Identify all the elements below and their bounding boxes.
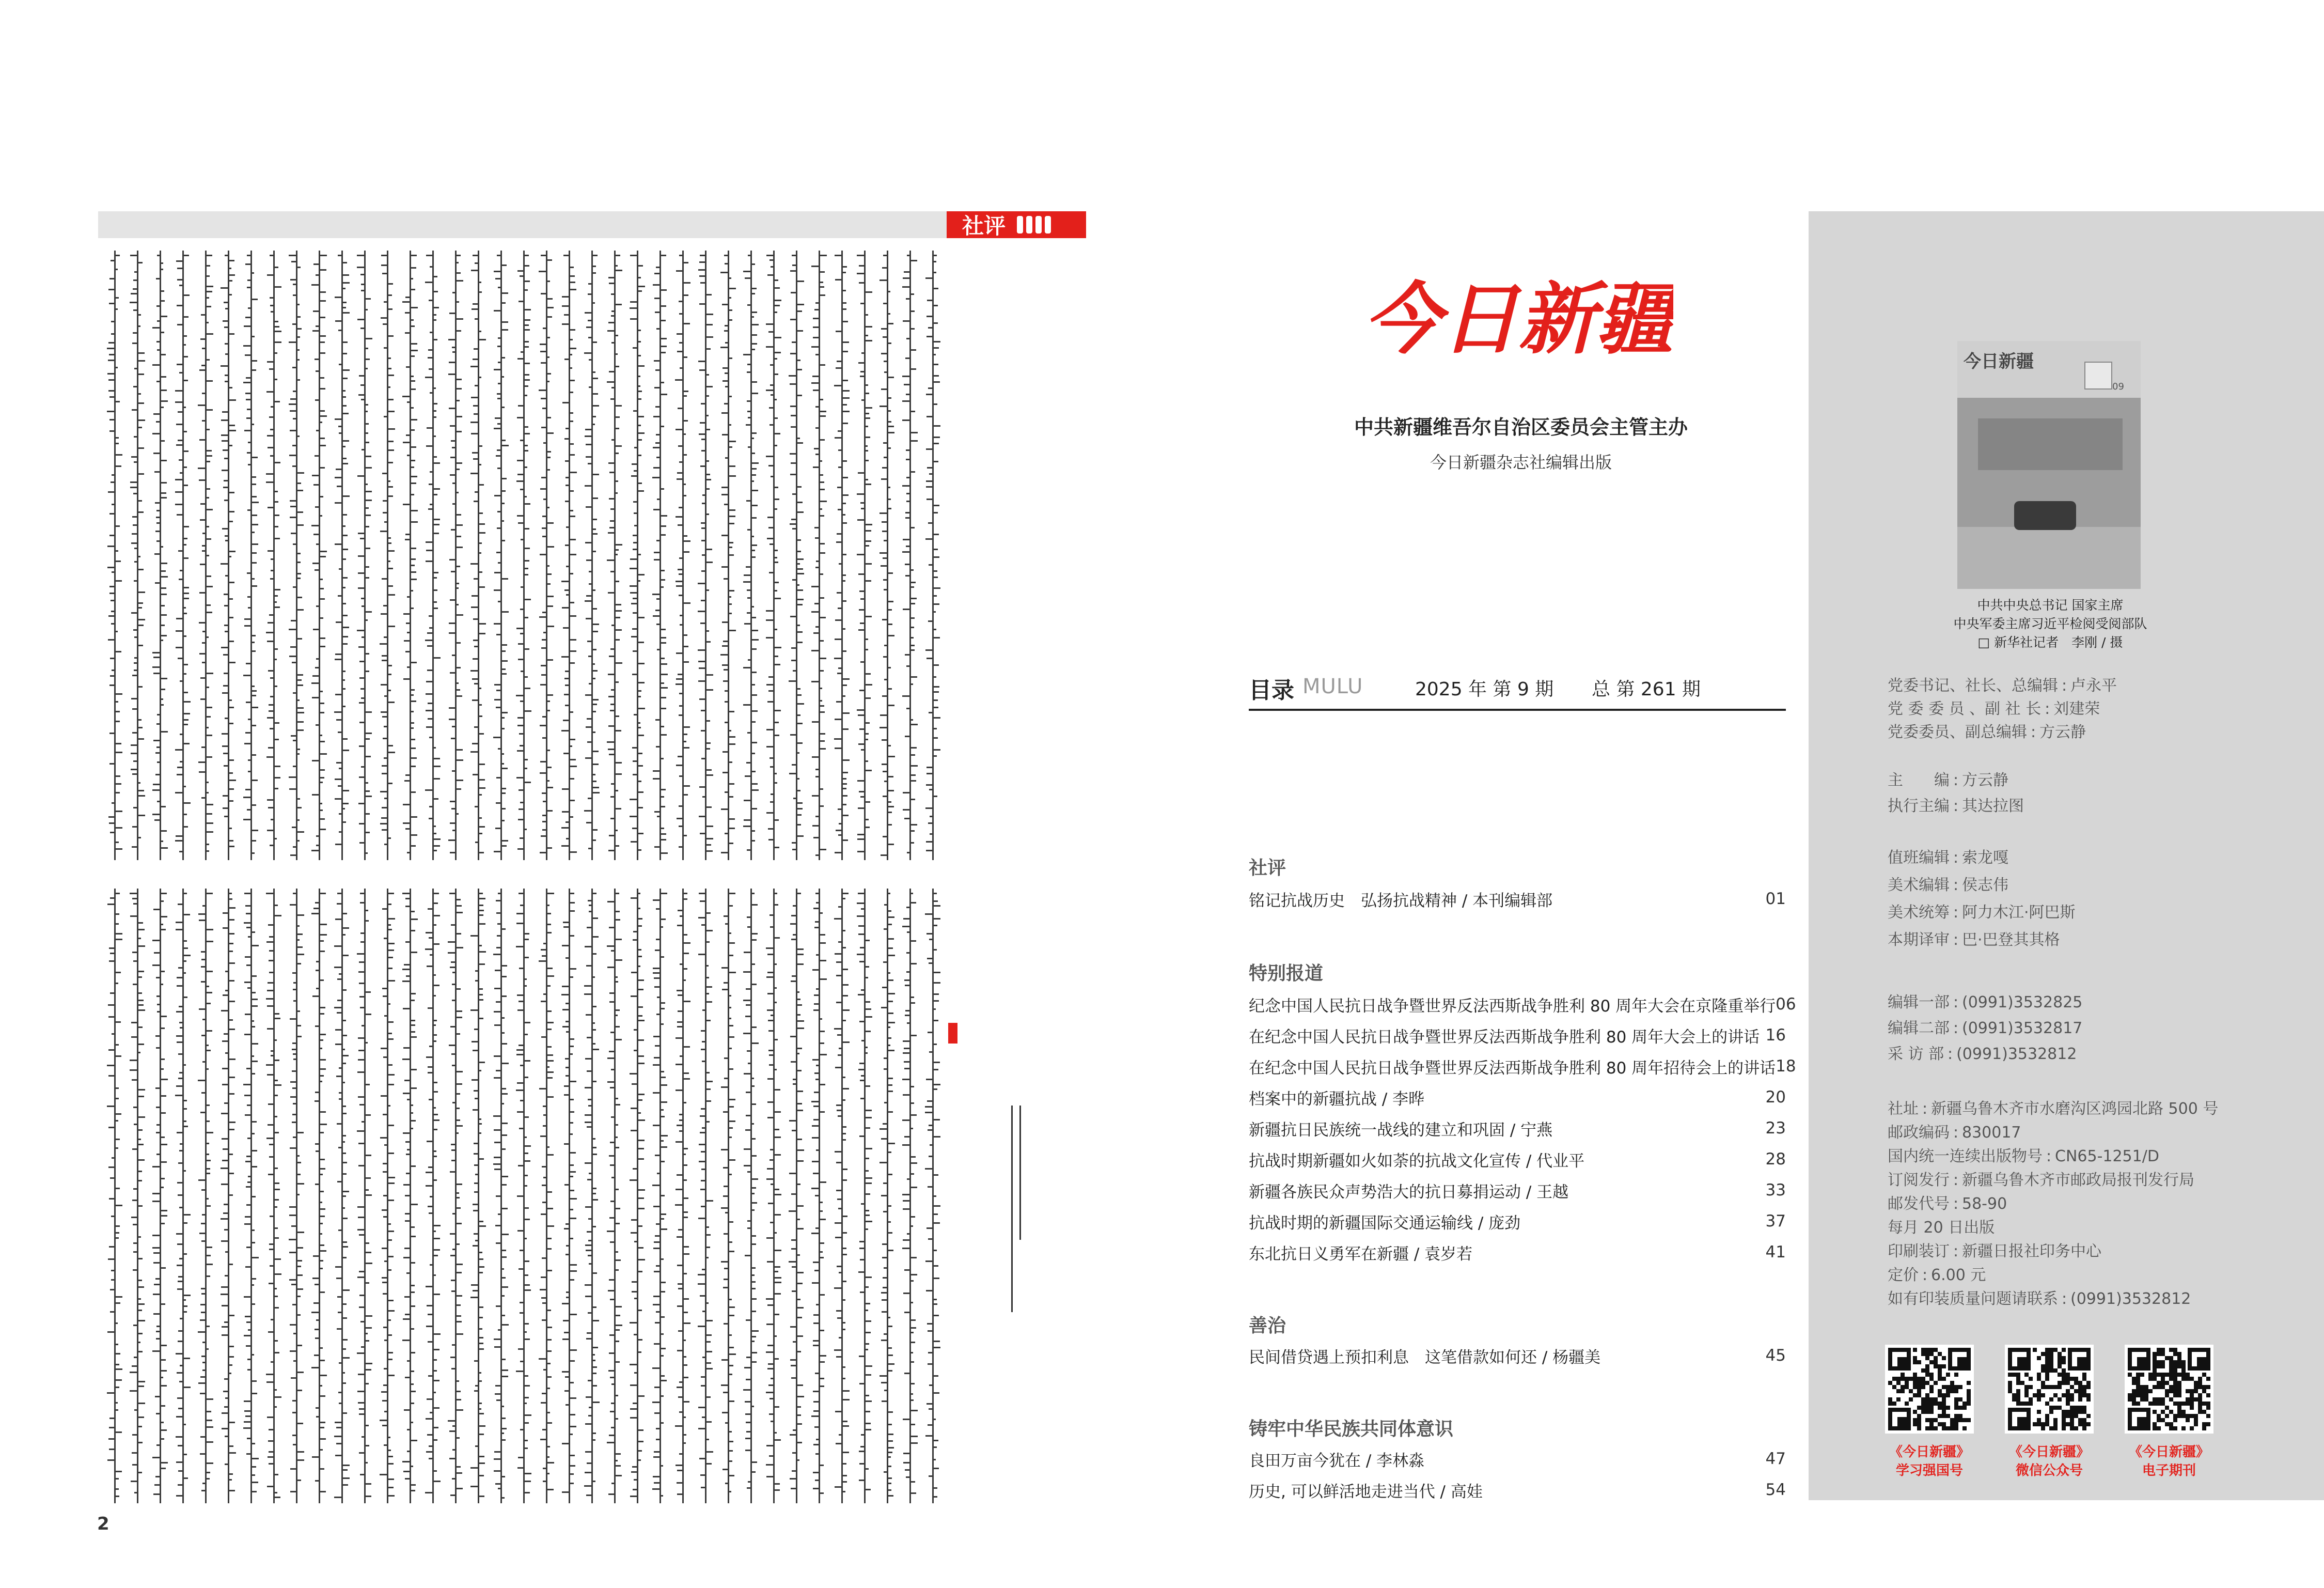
staff-line: 订阅发行 : 新疆乌鲁木齐市邮政局报刊发行局 [1888, 1170, 2301, 1191]
staff-label: 邮发代号 [1888, 1195, 1950, 1213]
text-column [699, 251, 712, 860]
text-column [904, 251, 916, 860]
staff-value: (0991)3532812 [1956, 1045, 2077, 1063]
cover-photo-car [2014, 501, 2076, 530]
staff-value: CN65-1251/D [2055, 1147, 2159, 1165]
staff-line: 执行主编 : 其达拉图 [1888, 796, 2301, 817]
staff-line: 定价 : 6.00 元 [1888, 1265, 2301, 1286]
staff-label: 本期译审 [1888, 931, 1950, 949]
text-column [858, 889, 871, 1503]
text-column [290, 889, 303, 1503]
text-column [790, 889, 803, 1503]
text-column [927, 889, 939, 1503]
toc-entry[interactable] [1249, 1210, 1786, 1233]
toc-entry-title: 在纪念中国人民抗日战争暨世界反法西斯战争胜利 80 周年大会上的讲话 [1249, 1027, 1760, 1047]
staff-value: 6.00 元 [1931, 1266, 1986, 1284]
publisher-line: 今日新疆杂志社编辑出版 [1430, 453, 1612, 472]
section-tag-label: 社评 [962, 213, 1006, 239]
total-issue-number: 总 第 261 期 [1592, 679, 1701, 700]
text-column [904, 889, 916, 1503]
cover-caption-line: 中共中央总书记 国家主席 [1977, 598, 2124, 613]
staff-line: 邮政编码 : 830017 [1888, 1122, 2301, 1144]
staff-label: 党委书记、社长、总编辑 [1888, 677, 2058, 695]
text-column [427, 889, 439, 1503]
toc-entry-title: 抗战时期的新疆国际交通运输线 / 庞劲 [1249, 1213, 1521, 1233]
staff-value: 索龙嘎 [1962, 849, 2008, 867]
staff-value: (0991)3532825 [1962, 993, 2083, 1011]
toc-entry-title: 抗战时期新疆如火如荼的抗战文化宣传 / 代业平 [1249, 1151, 1585, 1171]
staff-value: 巴·巴登其其格 [1962, 931, 2060, 949]
text-column [449, 889, 462, 1503]
toc-entry-title: 新疆抗日民族统一战线的建立和巩固 / 宁燕 [1249, 1120, 1553, 1140]
toc-entry[interactable] [1249, 993, 1796, 1016]
toc-entry-page: 23 [1765, 1119, 1786, 1138]
text-column [654, 889, 666, 1503]
toc-entry[interactable] [1249, 888, 1786, 910]
text-column [540, 889, 553, 1503]
staff-value: 方云静 [2039, 723, 2086, 741]
contents-title: 目录 [1249, 677, 1294, 704]
text-column [699, 889, 712, 1503]
text-column [427, 251, 439, 860]
text-column [313, 889, 325, 1503]
qr-label-sub: 电子期刊 [2142, 1463, 2196, 1478]
text-column [745, 251, 757, 860]
staff-line: 国内统一连续出版物号 : CN65-1251/D [1888, 1146, 2301, 1167]
staff-value: 卢永平 [2070, 677, 2117, 695]
text-column [131, 889, 144, 1503]
staff-value: 其达拉图 [1962, 797, 2024, 815]
text-column [108, 889, 121, 1503]
sponsor-line: 中共新疆维吾尔自治区委员会主管主办 [1354, 416, 1688, 439]
qr-label-sub: 学习强国号 [1895, 1463, 1963, 1478]
text-column [472, 251, 484, 860]
staff-label: 邮政编码 [1888, 1124, 1950, 1142]
toc-entry-page: 28 [1765, 1150, 1786, 1169]
toc-entry[interactable] [1249, 1148, 1786, 1171]
text-column [745, 889, 757, 1503]
page-number: 2 [97, 1514, 109, 1534]
toc-entry[interactable] [1249, 1117, 1786, 1140]
text-column [790, 251, 803, 860]
text-column [563, 251, 575, 860]
text-column [517, 251, 530, 860]
text-column [245, 251, 257, 860]
staff-line: 值班编辑 : 索龙嘎 [1888, 847, 2301, 869]
cover-thumbnail[interactable] [1957, 341, 2141, 589]
staff-line: 编辑一部 : (0991)3532825 [1888, 992, 2301, 1014]
text-column [313, 251, 325, 860]
staff-value: 每月 20 日出版 [1888, 1219, 1995, 1237]
text-column [881, 251, 893, 860]
staff-line [1888, 1217, 2301, 1239]
text-column [245, 889, 257, 1503]
text-column [222, 889, 234, 1503]
article-signature [1007, 1106, 1023, 1312]
toc-entry-title: 档案中的新疆抗战 / 李晔 [1249, 1089, 1425, 1109]
staff-value: (0991)3532817 [1962, 1019, 2083, 1037]
staff-label: 执行主编 [1888, 797, 1950, 815]
toc-entry-title: 民间借贷遇上预扣利息 这笔借款如何还 / 杨疆美 [1249, 1348, 1601, 1367]
staff-label: 定价 [1888, 1266, 1919, 1284]
toc-entry-title: 东北抗日义勇军在新疆 / 袁岁若 [1249, 1244, 1473, 1264]
staff-label: 党委委员、副总编辑 [1888, 723, 2027, 741]
toc-entry[interactable] [1249, 1241, 1786, 1264]
staff-label: 印刷装订 [1888, 1242, 1950, 1260]
text-column [677, 251, 689, 860]
toc-entry[interactable] [1249, 1086, 1786, 1109]
text-column [131, 251, 144, 860]
text-column [381, 251, 394, 860]
text-column [154, 251, 166, 860]
text-column [154, 889, 166, 1503]
staff-line: 印刷装订 : 新疆日报社印务中心 [1888, 1241, 2301, 1263]
staff-line: 主 编 : 方云静 [1888, 770, 2301, 791]
toc-entry-title: 在纪念中国人民抗日战争暨世界反法西斯战争胜利 80 周年招待会上的讲话 [1249, 1058, 1776, 1078]
cover-photo [1957, 398, 2141, 589]
staff-label: 编辑二部 [1888, 1019, 1950, 1037]
toc-section-title: 特别报道 [1249, 963, 1324, 984]
text-column [177, 251, 189, 860]
qr-code-wechat[interactable] [2005, 1345, 2094, 1434]
toc-section-title: 社评 [1249, 858, 1286, 879]
section-tag-mongolian [1017, 216, 1051, 233]
issue-number: 2025 年 第 9 期 [1415, 679, 1554, 700]
text-column [722, 251, 734, 860]
toc-entry-title: 铭记抗战历史 弘扬抗战精神 / 本刊编辑部 [1249, 891, 1553, 910]
cover-title: 今日新疆 [1964, 351, 2034, 372]
text-column [563, 889, 575, 1503]
toc-entry-title: 历史, 可以鲜活地走进当代 / 高娃 [1249, 1482, 1483, 1501]
staff-line: 党委书记、社长、总编辑 : 卢永平 [1888, 675, 2301, 697]
qr-label-name: 《今日新疆》 [1889, 1444, 1970, 1460]
staff-value: 新疆乌鲁木齐市水磨沟区鸿园北路 500 号 [1931, 1100, 2219, 1118]
text-column [677, 889, 689, 1503]
toc-entry-title: 新疆各族民众声势浩大的抗日募捐运动 / 王越 [1249, 1182, 1569, 1202]
staff-label: 值班编辑 [1888, 849, 1950, 867]
text-column [767, 251, 780, 860]
toc-entry[interactable] [1249, 1344, 1786, 1367]
text-column [495, 889, 507, 1503]
staff-label: 国内统一连续出版物号 [1888, 1147, 2043, 1165]
qr-label-name: 《今日新疆》 [2128, 1444, 2209, 1460]
qr-label [2003, 1443, 2096, 1480]
text-column [631, 889, 643, 1503]
text-column [199, 889, 212, 1503]
staff-line: 如有印装质量问题请联系 : (0991)3532812 [1888, 1288, 2301, 1310]
text-column [177, 889, 189, 1503]
text-column [608, 251, 621, 860]
staff-line: 编辑二部 : (0991)3532817 [1888, 1018, 2301, 1039]
staff-value: 阿力木江·阿巴斯 [1962, 904, 2076, 922]
text-column [813, 889, 825, 1503]
text-column [199, 251, 212, 860]
text-column [108, 251, 121, 860]
text-column [813, 251, 825, 860]
staff-value: 58-90 [1962, 1195, 2007, 1213]
text-column [404, 889, 416, 1503]
text-column [927, 251, 939, 860]
toc-entry[interactable] [1249, 1055, 1796, 1078]
cover-badge [2084, 362, 2112, 390]
staff-value: 新疆日报社印务中心 [1962, 1242, 2101, 1260]
qr-label [1883, 1443, 1976, 1480]
toc-entry-page: 16 [1765, 1026, 1786, 1045]
text-column [449, 251, 462, 860]
staff-line: 美术编辑 : 侯志伟 [1888, 875, 2301, 896]
toc-entry-page: 06 [1776, 995, 1796, 1014]
toc-entry[interactable] [1249, 1478, 1786, 1501]
toc-entry-page: 20 [1765, 1088, 1786, 1107]
staff-line: 邮发代号 : 58-90 [1888, 1193, 2301, 1215]
staff-value: 方云静 [1962, 771, 2008, 789]
text-column [404, 251, 416, 860]
text-column [858, 251, 871, 860]
text-column [358, 889, 371, 1503]
toc-entry-title: 纪念中国人民抗日战争暨世界反法西斯战争胜利 80 周年大会在京隆重举行 [1249, 997, 1776, 1016]
staff-label: 党 委 委 员 、副 社 长 [1888, 700, 2042, 718]
magazine-logo-text: 今日新疆 [1363, 274, 1673, 365]
cover-caption-line: 中央军委主席习近平检阅受阅部队 [1953, 616, 2147, 631]
staff-label: 采 访 部 [1888, 1045, 1944, 1063]
qr-code-epaper[interactable] [2125, 1345, 2213, 1434]
text-column [517, 889, 530, 1503]
cover-photo-road [1957, 527, 2141, 589]
staff-value: 新疆乌鲁木齐市邮政局报刊发行局 [1962, 1171, 2194, 1189]
text-column [722, 889, 734, 1503]
staff-label: 主 编 [1888, 771, 1950, 789]
staff-line: 采 访 部 : (0991)3532812 [1888, 1044, 2301, 1065]
text-column [540, 251, 553, 860]
cover-caption [1921, 596, 2179, 652]
qr-code-xuexi[interactable] [1885, 1345, 1974, 1434]
text-column [586, 251, 598, 860]
text-column [268, 251, 280, 860]
qr-label-name: 《今日新疆》 [2008, 1444, 2090, 1460]
text-column [472, 889, 484, 1503]
toc-section-title: 善治 [1249, 1315, 1286, 1336]
section-header-band [98, 211, 950, 238]
staff-line: 社址 : 新疆乌鲁木齐市水磨沟区鸿园北路 500 号 [1888, 1098, 2301, 1120]
article-end-mark [948, 1023, 957, 1044]
cover-photo-building [1978, 418, 2123, 470]
magazine-logo [1363, 261, 1673, 367]
staff-value: 830017 [1962, 1124, 2021, 1142]
text-column [358, 251, 371, 860]
toc-entry-page: 37 [1765, 1212, 1786, 1231]
staff-label: 如有印装质量问题请联系 [1888, 1290, 2058, 1308]
staff-label: 美术编辑 [1888, 876, 1950, 894]
toc-entry-page: 54 [1765, 1481, 1786, 1499]
staff-value: 刘建荣 [2053, 700, 2100, 718]
cover-issue-number: 09 [2112, 381, 2124, 392]
staff-line: 党 委 委 员 、副 社 长 : 刘建荣 [1888, 698, 2301, 720]
staff-label: 美术统筹 [1888, 904, 1950, 922]
text-column [336, 251, 348, 860]
text-column [767, 889, 780, 1503]
staff-line: 美术统筹 : 阿力木江·阿巴斯 [1888, 902, 2301, 924]
text-column [631, 251, 643, 860]
staff-label: 编辑一部 [1888, 993, 1950, 1011]
text-column [654, 251, 666, 860]
staff-label: 订阅发行 [1888, 1171, 1950, 1189]
text-column [222, 251, 234, 860]
text-column [381, 889, 394, 1503]
text-column [881, 889, 893, 1503]
staff-value: 侯志伟 [1962, 876, 2008, 894]
staff-label: 社址 [1888, 1100, 1919, 1118]
text-column [290, 251, 303, 860]
toc-entry-title: 良田万亩今犹在 / 李林淼 [1249, 1451, 1425, 1470]
text-column [495, 251, 507, 860]
text-column [836, 889, 848, 1503]
section-tag [947, 211, 1086, 238]
text-column [268, 889, 280, 1503]
toc-entry-page: 41 [1765, 1243, 1786, 1262]
toc-entry[interactable] [1249, 1447, 1786, 1470]
cover-caption-line: □ 新华社记者 李刚 / 摄 [1977, 635, 2123, 650]
text-column [836, 251, 848, 860]
staff-value: (0991)3532812 [2070, 1290, 2191, 1308]
contents-title-en: MULU [1302, 675, 1363, 698]
qr-label [2123, 1443, 2216, 1480]
toc-entry-page: 45 [1765, 1346, 1786, 1365]
toc-section-title: 铸牢中华民族共同体意识 [1249, 1419, 1454, 1440]
staff-line: 党委委员、副总编辑 : 方云静 [1888, 722, 2301, 743]
toc-entry[interactable] [1249, 1024, 1786, 1047]
toc-entry[interactable] [1249, 1179, 1786, 1202]
text-column [336, 889, 348, 1503]
toc-entry-page: 01 [1765, 890, 1786, 908]
qr-label-sub: 微信公众号 [2015, 1463, 2083, 1478]
text-column [608, 889, 621, 1503]
toc-entry-page: 33 [1765, 1181, 1786, 1200]
toc-entry-page: 47 [1765, 1450, 1786, 1468]
staff-line: 本期译审 : 巴·巴登其其格 [1888, 929, 2301, 951]
text-column [586, 889, 598, 1503]
toc-entry-page: 18 [1776, 1057, 1796, 1076]
